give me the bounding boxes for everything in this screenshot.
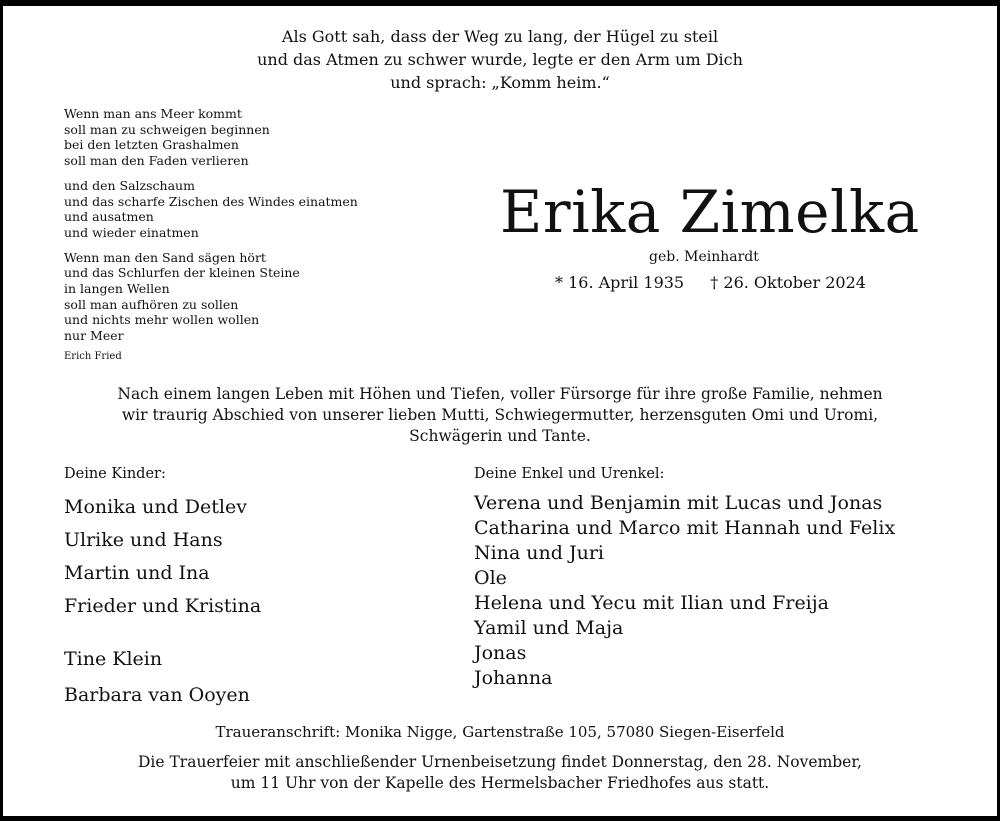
- farewell-text: [0, 384, 1000, 447]
- other-mourners-list: [64, 641, 250, 713]
- born-name: geb. Meinhardt: [649, 249, 759, 265]
- list-item: Helena und Yecu mit Ilian und Freija: [474, 592, 829, 614]
- list-item: Ole: [474, 567, 507, 589]
- poem-author: Erich Fried: [64, 350, 122, 362]
- list-item: Catharina und Marco mit Hannah und Felix: [474, 517, 896, 539]
- deceased-name: Erika Zimelka: [500, 178, 920, 246]
- life-dates: [555, 273, 866, 293]
- poem-line: und den Salzschaum: [64, 177, 195, 193]
- grandchildren-list: [474, 491, 895, 691]
- poem-line: bei den letzten Grashalmen: [64, 137, 239, 153]
- service-info: [0, 752, 1000, 794]
- poem-line: soll man den Faden verlieren: [64, 153, 249, 169]
- list-item: Monika und Detlev: [64, 496, 247, 518]
- motto-line: und sprach: „Komm heim.“: [390, 73, 610, 92]
- poem-stanza: [64, 178, 358, 241]
- list-item: Ulrike und Hans: [64, 529, 223, 551]
- service-line: um 11 Uhr von der Kapelle des Hermelsbacher Friedhofes aus statt.: [230, 774, 770, 792]
- farewell-line: Nach einem langen Leben mit Höhen und Tiefen, voller Fürsorge für ihre große Familie, nehmen: [117, 385, 883, 403]
- farewell-line: Schwägerin und Tante.: [409, 427, 591, 445]
- mourning-address: Traueranschrift: Monika Nigge, Gartenstraße 105, 57080 Siegen-Eiserfeld: [215, 723, 785, 741]
- list-item: Johanna: [474, 667, 553, 689]
- motto-line: und das Atmen zu schwer wurde, legte er den Arm um Dich: [257, 50, 743, 69]
- list-item: Verena und Benjamin mit Lucas und Jonas: [474, 492, 883, 514]
- poem-line: soll man zu schweigen beginnen: [64, 121, 270, 137]
- poem-stanza: [64, 106, 358, 169]
- poem-line: nur Meer: [64, 328, 124, 344]
- birth-date: * 16. April 1935: [555, 273, 685, 292]
- list-item: Jonas: [474, 642, 527, 664]
- poem-line: in langen Wellen: [64, 281, 170, 297]
- motto-line: Als Gott sah, dass der Weg zu lang, der Hügel zu steil: [281, 27, 719, 46]
- children-list: [64, 491, 261, 623]
- poem-line: und das Schlurfen der kleinen Steine: [64, 265, 300, 281]
- poem-line: soll man aufhören zu sollen: [64, 296, 239, 312]
- poem-line: und ausatmen: [64, 209, 154, 225]
- poem-line: und wieder einatmen: [64, 224, 199, 240]
- poem: [64, 106, 358, 363]
- list-item: Nina und Juri: [474, 542, 604, 564]
- poem-line: und das scharfe Zischen des Windes einatmen: [64, 193, 358, 209]
- poem-stanza: [64, 250, 358, 344]
- list-item: Tine Klein: [64, 648, 163, 670]
- farewell-line: wir traurig Abschied von unserer lieben Mutti, Schwiegermutter, herzensguten Omi und Uromi,: [121, 406, 879, 424]
- motto: [0, 25, 1000, 94]
- children-heading: Deine Kinder:: [64, 466, 166, 482]
- list-item: Frieder und Kristina: [64, 595, 262, 617]
- poem-line: Wenn man den Sand sägen hört: [64, 249, 266, 265]
- service-line: Die Trauerfeier mit anschließender Urnenbeisetzung findet Donnerstag, den 28. November,: [137, 753, 862, 771]
- list-item: Yamil und Maja: [474, 617, 624, 639]
- list-item: Martin und Ina: [64, 562, 210, 584]
- poem-line: Wenn man ans Meer kommt: [64, 106, 242, 121]
- poem-line: und nichts mehr wollen wollen: [64, 312, 260, 328]
- grandchildren-heading: Deine Enkel und Urenkel:: [474, 466, 665, 482]
- death-date: † 26. Oktober 2024: [710, 273, 866, 292]
- list-item: Barbara van Ooyen: [64, 684, 250, 706]
